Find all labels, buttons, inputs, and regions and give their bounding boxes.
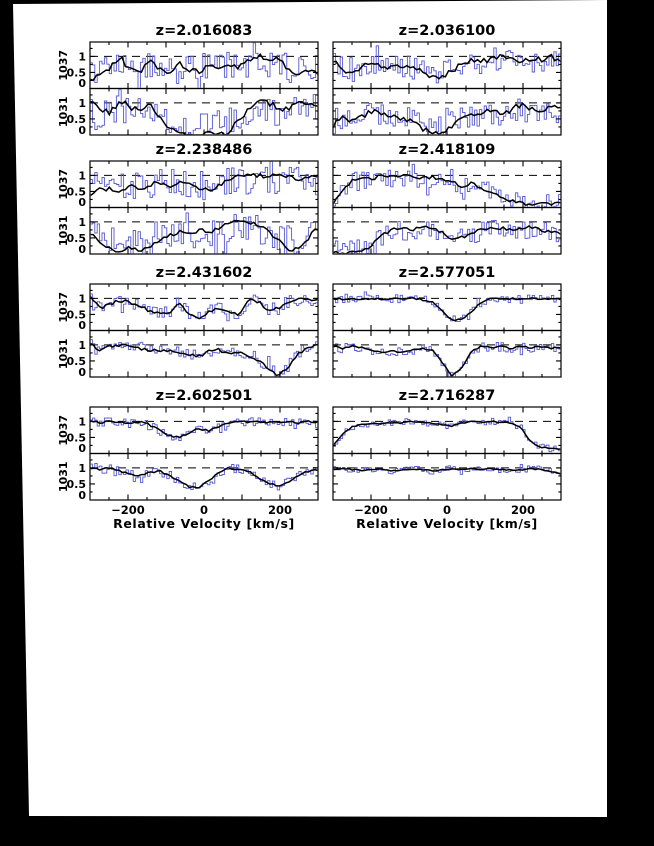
y-tick-label: 0.5 bbox=[66, 231, 86, 245]
y-tick-label: 1 bbox=[78, 461, 86, 475]
panel-title: z=2.418109 bbox=[398, 142, 496, 158]
transition-label-1037: 1037 bbox=[57, 414, 70, 446]
y-tick-label: 0 bbox=[78, 489, 86, 502]
y-tick-label: 0.5 bbox=[66, 477, 86, 491]
y-tick-label: 0.5 bbox=[66, 308, 86, 322]
transition-label-1037: 1037 bbox=[57, 168, 70, 200]
y-tick-label: 0 bbox=[78, 366, 86, 379]
x-tick-label: 200 bbox=[267, 503, 293, 517]
x-tick-label: 0 bbox=[442, 503, 452, 517]
y-tick-label: 1 bbox=[78, 215, 86, 229]
y-tick-label: 0 bbox=[78, 124, 86, 137]
y-tick-label: 0 bbox=[78, 243, 86, 256]
panel-title: z=2.716287 bbox=[398, 388, 496, 404]
panel-title: z=2.036100 bbox=[398, 23, 496, 39]
transition-label-1031: 1031 bbox=[57, 461, 70, 493]
scanned-page bbox=[13, 0, 607, 817]
y-tick-label: 1 bbox=[78, 415, 86, 429]
y-tick-label: 1 bbox=[78, 169, 86, 183]
y-tick-label: 0.5 bbox=[66, 112, 86, 126]
y-tick-label: 0.5 bbox=[66, 354, 86, 368]
y-tick-label: 0 bbox=[78, 77, 86, 90]
transition-label-1031: 1031 bbox=[57, 96, 70, 128]
panel-title: z=2.577051 bbox=[398, 265, 496, 281]
panel-title: z=2.602501 bbox=[155, 388, 253, 404]
x-tick-label: −200 bbox=[354, 503, 388, 517]
panel-title: z=2.238486 bbox=[155, 142, 253, 158]
transition-label-1031: 1031 bbox=[57, 338, 70, 370]
panel-title: z=2.431602 bbox=[155, 265, 253, 281]
y-tick-label: 1 bbox=[78, 96, 86, 110]
x-axis-label: Relative Velocity [km/s] bbox=[113, 516, 295, 531]
y-tick-label: 1 bbox=[78, 292, 86, 306]
panel-title: z=2.016083 bbox=[155, 23, 253, 39]
x-tick-label: −200 bbox=[111, 503, 145, 517]
y-tick-label: 0.5 bbox=[66, 431, 86, 445]
y-tick-label: 1 bbox=[78, 50, 86, 64]
x-axis-label: Relative Velocity [km/s] bbox=[356, 516, 538, 531]
y-tick-label: 0.5 bbox=[66, 66, 86, 80]
x-tick-label: 0 bbox=[199, 503, 209, 517]
y-tick-label: 0 bbox=[78, 196, 86, 209]
y-tick-label: 0.5 bbox=[66, 185, 86, 199]
x-tick-label: 200 bbox=[510, 503, 536, 517]
y-tick-label: 1 bbox=[78, 338, 86, 352]
transition-label-1037: 1037 bbox=[57, 49, 70, 81]
transition-label-1031: 1031 bbox=[57, 215, 70, 247]
transition-label-1037: 1037 bbox=[57, 291, 70, 323]
y-tick-label: 0 bbox=[78, 319, 86, 332]
y-tick-label: 0 bbox=[78, 442, 86, 455]
